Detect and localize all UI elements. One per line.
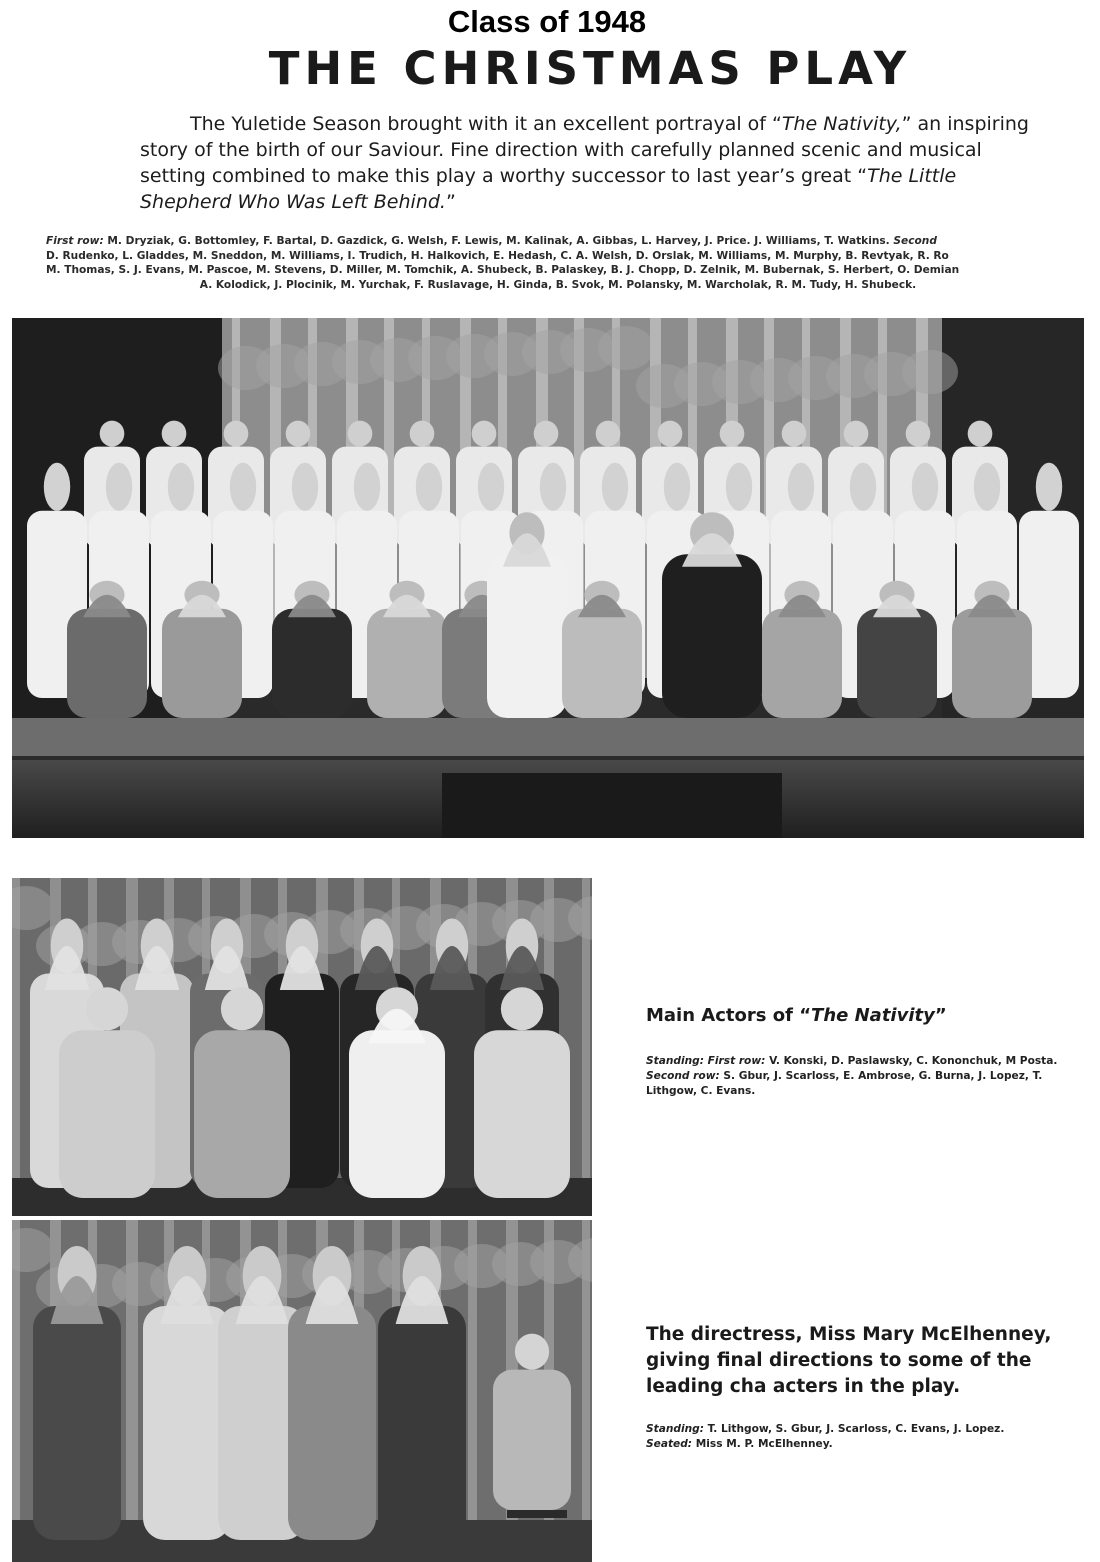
caption-line-4: A. Kolodick, J. Plocinik, M. Yurchak, F. Ruslavage, H. Ginda, B. Svok, M. Polansky, M. Warcholak, R. M. Tudy, H. Shubeck.	[199, 278, 917, 291]
directress-standing-names: T. Lithgow, S. Gbur, J. Scarloss, C. Evans, J. Lopez.	[707, 1423, 1005, 1435]
caption-label-second: Second	[893, 235, 937, 247]
class-year-heading: Class of 1948	[447, 4, 647, 39]
caption-line-1	[46, 234, 1100, 249]
main-actors-photo	[12, 878, 592, 1216]
caption-names-1: M. Dryziak, G. Bottomley, F. Bartal, D. Gazdick, G. Welsh, F. Lewis, M. Kalinak, A. Gibbas, L. Harvey, J. Price. J. Williams, T. Watkins.	[107, 235, 890, 247]
directress-standing-line	[646, 1422, 1086, 1437]
caption-label-first-row: First row:	[707, 1055, 766, 1067]
caption-line-3: M. Thomas, S. J. Evans, M. Pascoe, M. Stevens, D. Miller, M. Tomchik, A. Shubeck, B. Palaskey, B. J. Chopp, D. Zelnik, M. Bubernak, S. Herbert, O. Demian	[46, 264, 960, 276]
main-actors-title-prefix: Main Actors of “	[646, 1005, 812, 1026]
directress-caption	[646, 1422, 1086, 1452]
directress-text: The directress, Miss Mary McElhenney, giving final directions to some of the leading cha acters in the play.	[646, 1324, 1052, 1397]
main-actors-first-row-names: V. Konski, D. Paslawsky, C. Kononchuk, M Posta.	[769, 1055, 1058, 1067]
caption-label-standing: Standing:	[646, 1055, 704, 1067]
directress-seated-names: Miss M. P. McElhenney.	[695, 1438, 833, 1450]
main-actors-title-suffix: ”	[934, 1005, 947, 1026]
caption-label-second-row: Second row:	[646, 1070, 720, 1082]
intro-text-1: The Yuletide Season brought with it an excellent portrayal of “	[190, 113, 782, 135]
directress-seated-line	[646, 1437, 1086, 1452]
main-actors-title-play: The Nativity	[811, 1005, 935, 1026]
main-actors-caption	[646, 1054, 1074, 1099]
intro-text-3: ”	[445, 191, 456, 213]
group-photo-caption	[46, 234, 1100, 292]
main-actors-second-row-names: S. Gbur, J. Scarloss, E. Ambrose, G. Burna, J. Lopez, T. Lithgow, C. Evans.	[646, 1070, 1043, 1097]
caption-label-standing: Standing:	[646, 1423, 704, 1435]
backdrop-foliage	[902, 350, 958, 394]
caption-line-2: D. Rudenko, L. Gladdes, M. Sneddon, M. Williams, I. Trudich, H. Halkovich, E. Hedash, C. A. Welsh, D. Orslak, M. Williams, M. Murphy, B. Revtyak, R. Ro	[46, 249, 949, 262]
group-photo	[12, 318, 1084, 838]
intro-text-2: ” an inspiring story of the birth of our Saviour. Fine direction with carefully planned scenic and musical setting combined to make this play a worthy successor to last year’s great “	[140, 113, 1029, 187]
folding-chair	[507, 1510, 567, 1518]
main-actors-title	[646, 1005, 947, 1026]
page-title: THE CHRISTMAS PLAY	[268, 42, 912, 95]
caption-label-seated: Seated:	[646, 1438, 693, 1450]
directress-photo	[12, 1220, 592, 1562]
intro-play-title-2: The Little Shepherd Who Was Left Behind.	[140, 165, 957, 213]
caption-label-first-row: First row:	[46, 235, 104, 247]
intro-play-title-1: The Nativity,	[781, 113, 902, 135]
intro-paragraph	[140, 111, 1045, 215]
backdrop-foliage	[598, 326, 654, 370]
